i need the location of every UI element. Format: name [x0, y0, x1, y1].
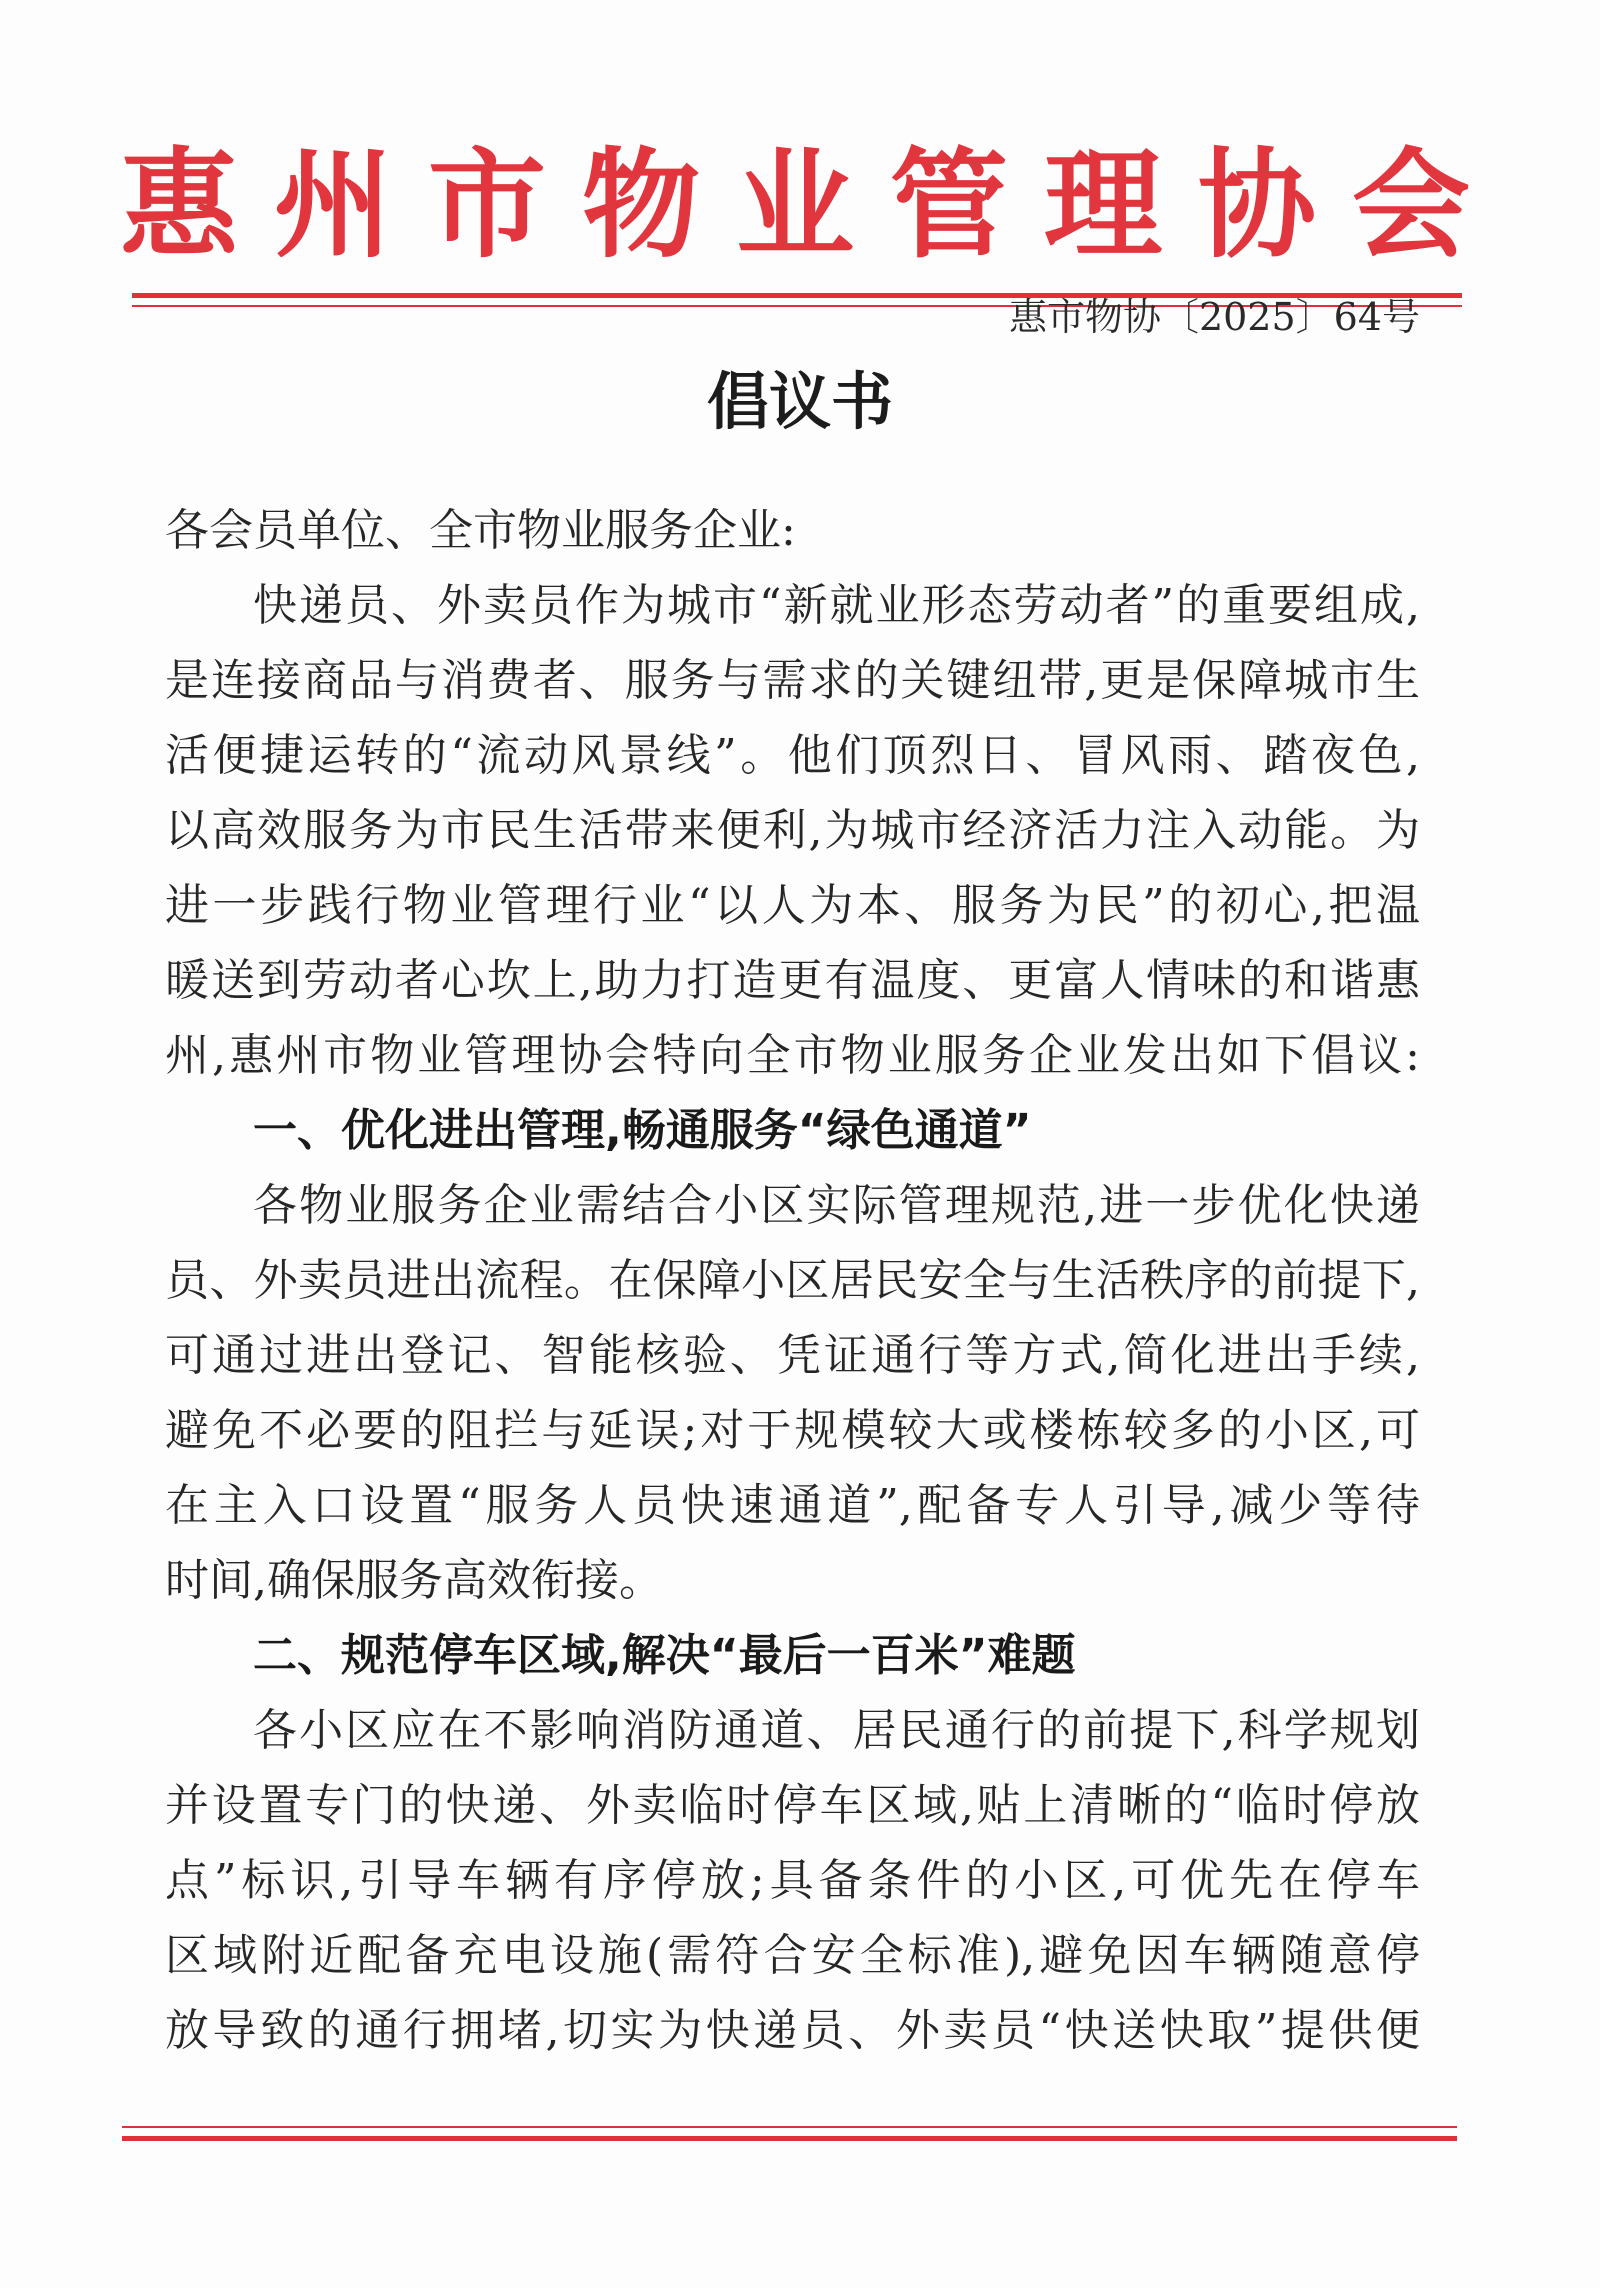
body-text-line: 各小区应在不影响消防通道、居民通行的前提下,科学规划: [253, 1705, 1420, 1756]
body-text-line: 进一步践行物业管理行业“以人为本、服务为民”的初心,把温: [165, 880, 1420, 931]
body-text-line: 在主入口设置“服务人员快速通道”,配备专人引导,减少等待: [165, 1480, 1420, 1531]
masthead-title: 惠州市物业管理协会: [120, 135, 1507, 274]
body-text-line: 各物业服务企业需结合小区实际管理规范,进一步优化快递: [253, 1180, 1420, 1231]
body-text-line: 区域附近配备充电设施(需符合安全标准),避免因车辆随意停: [165, 1930, 1420, 1981]
body-text-line: 以高效服务为市民生活带来便利,为城市经济活力注入动能。为: [165, 805, 1420, 856]
document-body: [165, 493, 1420, 2068]
document-number: 惠市物协〔2025〕64号: [1008, 295, 1420, 339]
body-text-line: 活便捷运转的“流动风景线”。他们顶烈日、冒风雨、踏夜色,: [165, 730, 1420, 781]
body-text-line: 并设置专门的快递、外卖临时停车区域,贴上清晰的“临时停放: [165, 1780, 1420, 1831]
body-text-line: 各会员单位、全市物业服务企业:: [165, 505, 796, 556]
footer-rule-thick: [122, 2136, 1457, 2141]
body-text-line: 点”标识,引导车辆有序停放;具备条件的小区,可优先在停车: [165, 1855, 1420, 1906]
body-text-line: 州,惠州市物业管理协会特向全市物业服务企业发出如下倡议:: [165, 1030, 1420, 1081]
body-text-line: 时间,确保服务高效衔接。: [165, 1555, 663, 1606]
document-title: 倡议书: [706, 365, 893, 438]
section-heading: 一、优化进出管理,畅通服务“绿色通道”: [253, 1105, 1032, 1156]
body-text-line: 放导致的通行拥堵,切实为快递员、外卖员“快送快取”提供便: [165, 2005, 1420, 2056]
body-text-line: 暖送到劳动者心坎上,助力打造更有温度、更富人情味的和谐惠: [165, 955, 1420, 1006]
body-text-line: 避免不必要的阻拦与延误;对于规模较大或楼栋较多的小区,可: [165, 1405, 1420, 1456]
body-text-line: 快递员、外卖员作为城市“新就业形态劳动者”的重要组成,: [253, 580, 1420, 631]
body-text-line: 是连接商品与消费者、服务与需求的关键纽带,更是保障城市生: [165, 655, 1420, 706]
section-heading: 二、规范停车区域,解决“最后一百米”难题: [253, 1630, 1076, 1681]
footer-rule-thin: [122, 2126, 1457, 2128]
body-text-line: 可通过进出登记、智能核验、凭证通行等方式,简化进出手续,: [165, 1330, 1420, 1381]
body-text-line: 员、外卖员进出流程。在保障小区居民安全与生活秩序的前提下,: [165, 1255, 1420, 1306]
